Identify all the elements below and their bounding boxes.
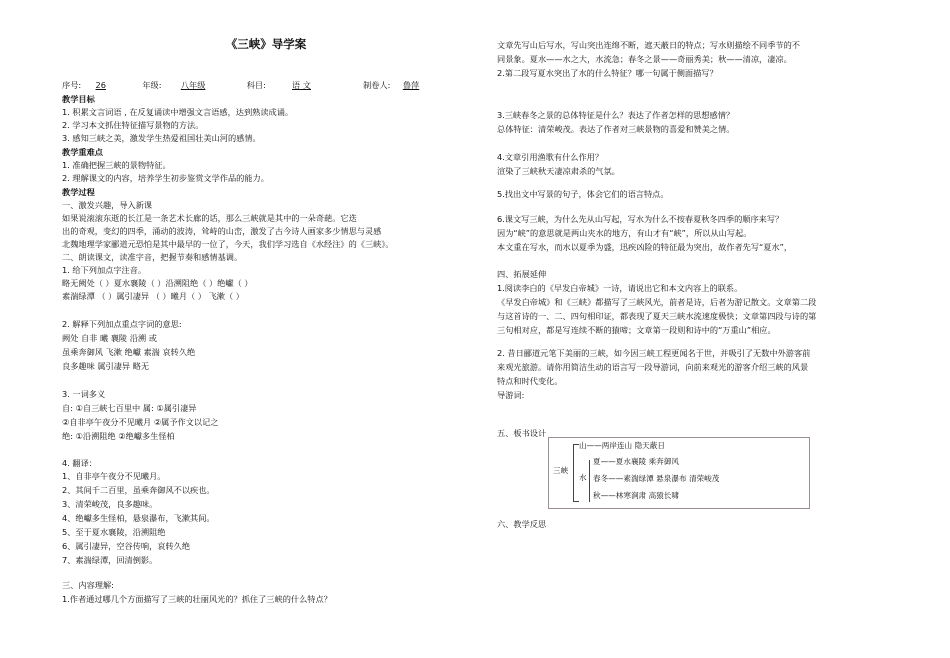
- answer-line: 渲染了三峡秋天凄凉肃杀的气氛。: [497, 166, 620, 176]
- section-heading: 三、内容理解:: [62, 580, 114, 590]
- intro-line: 如果说滚滚东逝的长江是一条艺术长廊的话，那么三峡就是其中的一朵奇葩。它迭: [62, 213, 357, 223]
- question-item: 2. 昔日郦道元笔下美丽的三峡，如今因三峡工程更闻名于世，并吸引了无数中外游客前: [497, 348, 811, 358]
- answer-line: 总体特征：清荣峻茂。表达了作者对三峡景物的喜爱和赞美之情。: [497, 124, 735, 134]
- answer-line: 与这首诗的一、二、四句相印证，都表现了夏天三峡水流速度极快；文章第四段与诗的第: [497, 311, 817, 321]
- translation-item: 6、属引凄异，空谷传响，哀转久绝: [62, 541, 191, 551]
- translation-item: 7、素湍绿潭，回清倒影。: [62, 555, 158, 565]
- board-brace-water: [589, 460, 590, 502]
- goal-item: 1. 积累文言词语 , 在反复诵读中增强文言语感，达到熟读成诵。: [62, 107, 294, 117]
- goal-item: 2. 学习本文抓住特征描写景物的方法。: [62, 120, 204, 130]
- question-item: 5.找出文中写景的句子，体会它们的语言特点。: [497, 189, 669, 199]
- subsection-heading: 3. 一词多义: [62, 389, 106, 399]
- seq-label: 序号:: [62, 80, 82, 90]
- section-heading: 五、板书设计: [497, 428, 547, 438]
- question-item: 1.作者通过哪几个方面描写了三峡的壮丽风光的？抓住了三峡的什么特点？: [62, 594, 332, 604]
- key-item: 2. 理解课文的内容，培养学生初步鉴赏文学作品的能力。: [62, 173, 269, 183]
- definition-row: 良多趣味 属引凄异 略无: [62, 361, 150, 371]
- polysemy-row: ②自非亭午夜分不见曦月 ②属予作文以记之: [62, 417, 219, 427]
- subsection-heading: 1. 给下列加点字注音。: [62, 265, 147, 275]
- author-label: 制卷人:: [363, 80, 391, 90]
- translation-item: 1、自非亭午夜分不见曦月。: [62, 471, 166, 481]
- board-spring: 春冬——素湍绿潭 悬泉瀑布 清荣峻茂: [593, 474, 720, 483]
- definition-row: 虽乘奔御风 飞漱 绝巘 素湍 哀转久绝: [62, 347, 196, 357]
- answer-line: 同景象。夏水——水之大，水流急；春冬之景——奇丽秀美；秋——清凉，凄凉。: [497, 54, 792, 64]
- polysemy-row: 自: ①自三峡七百里中 属: ①属引凄异: [62, 403, 197, 413]
- question-item: 特点和时代变化。: [497, 376, 563, 386]
- board-root: 三峡: [553, 466, 569, 475]
- grade-label: 年级:: [142, 80, 162, 90]
- page-title: 《三峡》导学案: [225, 37, 307, 51]
- question-item: 1.阅读李白的《早发白帝城》一诗，请说出它和本文内容上的联系。: [497, 283, 743, 293]
- translation-item: 3、清荣峻茂，良多趣味。: [62, 499, 158, 509]
- author-value: 鲁萍: [402, 80, 420, 90]
- polysemy-row: 绝: ①沿溯阻绝 ②绝巘多生怪柏: [62, 431, 175, 441]
- seq-value: 26: [95, 80, 106, 90]
- goal-item: 3. 感知三峡之美，激发学生热爱祖国壮美山河的感情。: [62, 133, 261, 143]
- answer-line: 《早发白帝城》和《三峡》都描写了三峡风光，前者是诗，后者为游记散文。文章第二段: [497, 297, 817, 307]
- question-item: 4.文章引用渔歌有什么作用？: [497, 152, 604, 162]
- subject-label: 科目:: [246, 80, 266, 90]
- section-heading: 四、拓展延伸: [497, 269, 547, 279]
- translation-item: 2、其间千二百里，虽乘奔御风不以疾也。: [62, 485, 215, 495]
- question-item: 3.三峡春冬之景的总体特征是什么？表达了作者怎样的思想感情？: [497, 110, 735, 120]
- answer-line: 文章先写山后写水，写山突出连绵不断，遮天蔽日的特点；写水则描绘不同季节的不: [497, 40, 800, 50]
- subject-value: 语 文: [291, 80, 311, 90]
- translation-item: 4、绝巘多生怪柏，悬泉瀑布，飞漱其间。: [62, 513, 215, 523]
- answer-line: 三句相对应，都是写连续不断的猿啼；文章第一段则和诗中的“万重山”相应。: [497, 325, 776, 335]
- board-water: 水: [579, 473, 587, 482]
- meta-row: [62, 80, 429, 92]
- phonetic-row: 素湍绿潭 （ ）属引凄异 （ ）曦月（ ） 飞漱（ ）: [62, 291, 244, 301]
- intro-line: 北魏地理学家郦道元恐怕是其中最早的一位了，今天，我们学习选自《水经注》的《三峡》。: [62, 239, 394, 249]
- question-item: 2.第二段写夏水突出了水的什么特征？哪一句属于侧面描写？: [497, 68, 718, 78]
- phonetic-row: 略无阙处（ ）夏水襄陵（ ）沿溯阻绝（ ）绝巘（ ）: [62, 278, 253, 288]
- question-item: 来观光旅游。请你用简洁生动的语言写一段导游词，向前来观光的游客介绍三峡的风景: [497, 362, 809, 372]
- answer-line: 因为“峡”的意思就是两山夹水的地方，有山才有“峡”，所以从山写起。: [497, 228, 752, 238]
- board-brace-bottom: [573, 501, 579, 502]
- grade-value: 八年级: [180, 80, 206, 90]
- subsection-heading: 4. 翻译：: [62, 458, 97, 468]
- board-design: [548, 437, 810, 509]
- board-summer: 夏——夏水襄陵 乘奔御风: [593, 457, 679, 466]
- translation-item: 5、至于夏水襄陵，沿溯阻绝: [62, 527, 166, 537]
- section-heading: 一、激发兴趣，导入新课: [62, 200, 153, 210]
- section-heading: 六、教学反思: [497, 519, 547, 529]
- subsection-heading: 2. 解释下列加点重点字词的意思:: [62, 319, 182, 329]
- key-heading: 教学重难点: [62, 147, 103, 157]
- goals-heading: 教学目标: [62, 94, 95, 104]
- answer-line: 本文重在写水，而水以夏季为盛，迅疾凶险的特征最为突出，故作者先写“夏水”，: [497, 242, 793, 252]
- intro-line: 出的奇观，变幻的四季，涌动的波涛，耸峙的山峦，激发了古今诗人画家多少情思与灵感: [62, 226, 382, 236]
- key-item: 1. 准确把握三峡的景物特征。: [62, 160, 171, 170]
- question-item: 6.课文写三峡，为什么先从山写起，写水为什么不按春夏秋冬四季的顺序来写？: [497, 214, 784, 224]
- definition-row: 阙处 自非 曦 襄陵 沿溯 或: [62, 333, 157, 343]
- guide-label: 导游词:: [497, 390, 525, 400]
- board-mountain: 山——两岸连山 隐天蔽日: [579, 441, 665, 450]
- process-heading: 教学过程: [62, 187, 95, 197]
- board-brace-root: [573, 444, 574, 502]
- section-heading: 二、朗读课文，读准字音，把握节奏和感情基调。: [62, 252, 243, 262]
- board-autumn: 秋——林寒涧肃 高猿长啸: [593, 491, 679, 500]
